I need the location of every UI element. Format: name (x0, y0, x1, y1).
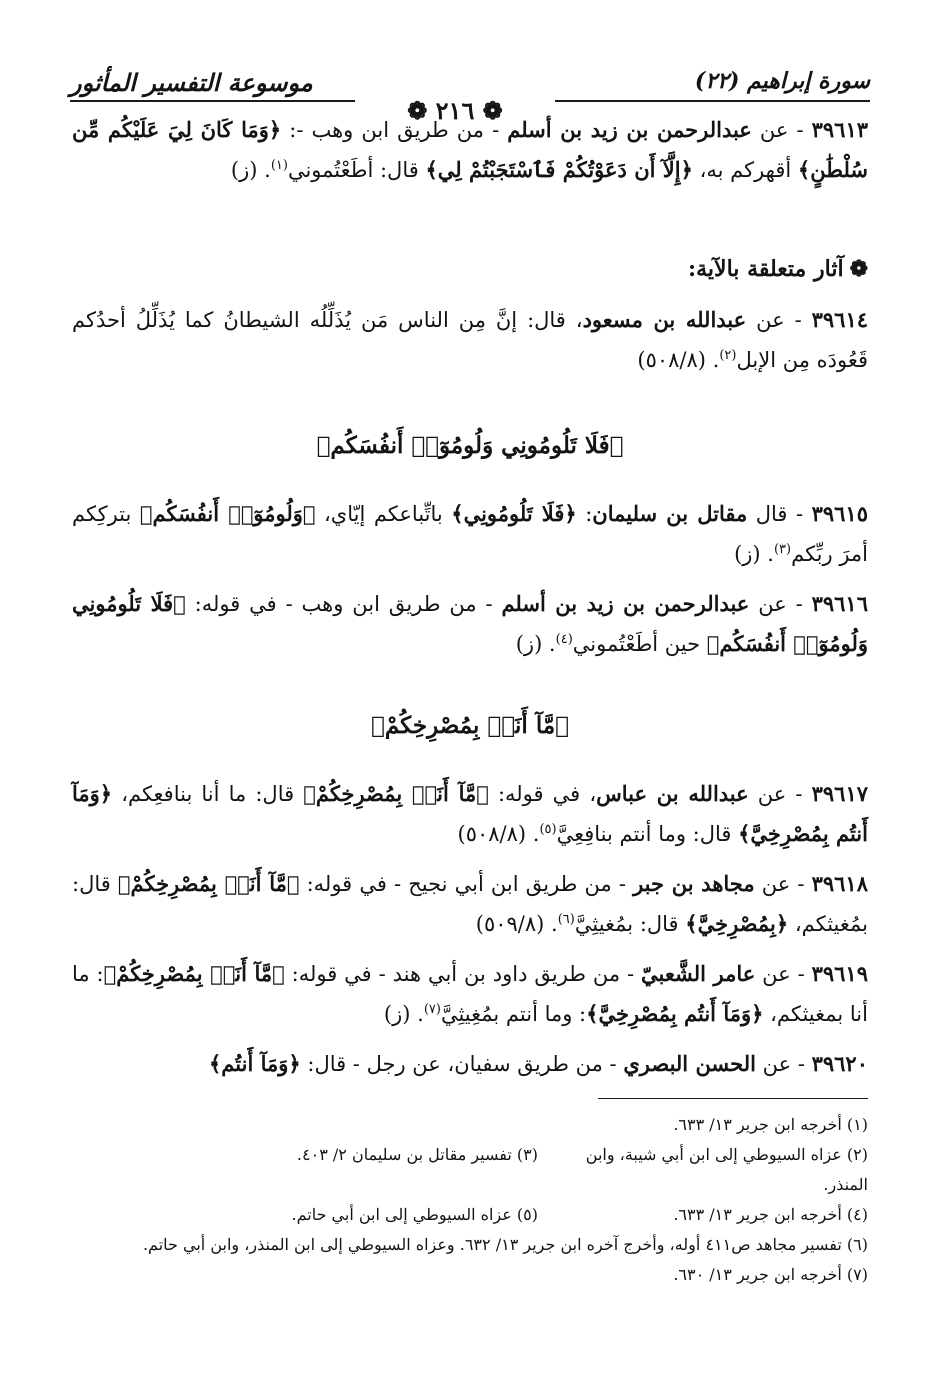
text: . (ز) (734, 542, 774, 566)
quran-quote: ﴿بِمُصْرِخِيَّ﴾ (685, 911, 789, 936)
text: - من طريق داود بن أبي هند - في قوله: (284, 962, 642, 986)
footnote-ref: (٢) (719, 348, 737, 363)
footnote-ref: (٥) (539, 822, 557, 837)
footnote-ref: (١) (270, 158, 288, 173)
footnote-7: (٧) أخرجه ابن جرير ١٣/ ٦٣٠. (673, 1265, 868, 1284)
narration-39617 (72, 774, 868, 854)
text: - عن (749, 592, 812, 616)
quran-quote: ﴿مَّآ أَنَا۠ بِمُصْرِخِكُمْ﴾ (103, 961, 285, 986)
narration-number: ٣٩٦١٤ (811, 307, 869, 332)
text: . (ز) (515, 632, 556, 656)
text: ، في قوله: (488, 782, 597, 806)
narration-39618 (72, 864, 868, 944)
narrator-name: عبدالرحمن بن زيد بن أسلم (507, 117, 752, 142)
text: قال: ما أنا بنافعِكم، (112, 782, 304, 806)
footnote-row (72, 1140, 868, 1200)
quran-quote: ﴿إِلَّآ أَن دَعَوْتُكُمْ فَٱسْتَجَبْتُمْ لِي﴾ (425, 157, 693, 182)
book-title: موسوعة التفسير المأثور (70, 68, 313, 97)
footnote-4: (٤) أخرجه ابن جرير ١٣/ ٦٣٣. (673, 1205, 868, 1224)
narrator-name: الحسن البصري (623, 1051, 756, 1076)
narrator-name: مقاتل بن سليمان (592, 501, 748, 526)
narration-39619 (72, 954, 868, 1034)
text: . (ز) (383, 1002, 424, 1026)
text: قال: بمُغيثِيَّ (574, 912, 686, 936)
narration-39613 (72, 110, 868, 190)
text: . (ز) (230, 158, 271, 182)
footnote-ref: (٤) (555, 632, 573, 647)
footnote-ref: (٣) (773, 542, 792, 557)
narrator-name: عامر الشَّعبيّ (641, 961, 756, 986)
text: قال: أطَعْتُموني (287, 158, 426, 182)
footnote-2: (٢) عزاه السيوطي إلى ابن أبي شيبة، وابن المنذر. (585, 1145, 868, 1194)
text: - من طريق ابن وهب - في قوله: (185, 592, 502, 616)
text: باتِّباعكم إيّاي، (315, 502, 452, 526)
quran-quote: ﴿مَّآ أَنَا۠ بِمُصْرِخِكُمْ﴾ (117, 871, 300, 896)
text: حين أطَعْتُموني (572, 632, 707, 656)
quran-quote: ﴿وَمَآ أَنتُم بِمُصْرِخِيَّ﴾ (72, 781, 868, 846)
quran-quote: ﴿وَمَآ أَنتُم﴾ (208, 1051, 301, 1076)
narration-number: ٣٩٦١٩ (811, 961, 868, 986)
text: - عن (755, 962, 812, 986)
narrator-name: مجاهد بن جبر (633, 871, 755, 896)
narration-39615 (72, 494, 868, 574)
text: ، قال: إنَّ مِن الناس مَن يُذَلِّلُه الشيطانُ كما يُذَلِّلُ أحدُكم قَعُودَه مِن الإبل (72, 308, 868, 372)
narration-number: ٣٩٦٢٠ (811, 1051, 868, 1076)
text: - من طريق ابن أبي نجيح - في قوله: (299, 872, 634, 896)
text: : ما أنا بمغيثكم، (72, 962, 868, 1026)
text: قال: بمُغيثكم، (72, 872, 868, 936)
quran-quote: ﴿وَمَآ أَنتُم بِمُصْرِخِيَّ﴾ (586, 1001, 764, 1026)
footnote-3: (٣) تفسير مقاتل بن سليمان ٢/ ٤٠٣. (296, 1145, 538, 1164)
text: أقهركم به، (692, 158, 798, 182)
text: . (٥٠٩/٨) (475, 912, 558, 936)
text: - عن (755, 1052, 812, 1076)
text: . (٥٠٨/٨) (457, 822, 540, 846)
footnote-6: (٦) تفسير مجاهد ص٤١١ أوله، وأخرج آخره ابن جرير ١٣/ ٦٣٢. وعزاه السيوطي إلى ابن المنذر، وابن أبي حاتم. (142, 1235, 868, 1254)
section-heading (72, 256, 868, 282)
narration-number: ٣٩٦١٥ (811, 501, 868, 526)
text: - عن (751, 118, 812, 142)
narrator-name: عبدالله بن مسعود (582, 307, 747, 332)
text: . (٥٠٨/٨) (637, 348, 720, 372)
narration-number: ٣٩٦١٣ (811, 117, 869, 142)
quran-quote: ﴿فَلَا تَلُومُونِي﴾ (451, 501, 577, 526)
text: - عن (754, 872, 812, 896)
flower-icon: ❁ (849, 256, 868, 282)
narration-number: ٣٩٦١٧ (811, 781, 869, 806)
quran-quote: ﴿مَّآ أَنَا۠ بِمُصْرِخِكُمْ﴾ (303, 781, 489, 806)
narration-39620 (72, 1044, 868, 1084)
footnote-ref: (٦) (557, 912, 575, 927)
quran-quote: ﴿فَلَا تَلُومُونِي وَلُومُوٓا۟ أَنفُسَكُم﴾ (72, 591, 868, 656)
text: - من طريق ابن وهب -: (281, 118, 508, 142)
narrator-name: عبدالله بن عباس (596, 781, 749, 806)
footnote-ref: (٧) (423, 1002, 441, 1017)
text: - قال (747, 502, 812, 526)
quran-quote: ﴿وَمَا كَانَ لِيَ عَلَيْكُم مِّن سُلْطَٰنٍ﴾ (72, 117, 868, 182)
text: - من طريق سفيان، عن رجل - قال: (300, 1052, 624, 1076)
page-number: ❁ ٢١٦ ❁ (355, 96, 555, 125)
ayah-heading: ﴿مَّآ أَنَا۠ بِمُصْرِخِكُمْ﴾ (371, 712, 569, 739)
surah-title: سورة إبراهيم (٢٢) (694, 68, 870, 94)
text: - عن (746, 308, 812, 332)
footnote-1: (١) أخرجه ابن جرير ١٣/ ٦٣٣. (673, 1115, 868, 1134)
narration-number: ٣٩٦١٦ (811, 591, 868, 616)
text: : وما أنتم بمُغِيثِيَّ (440, 1002, 587, 1026)
section-label: آثار متعلقة بالآية: (688, 256, 844, 282)
ayah-heading: ﴿فَلَا تَلُومُونِي وَلُومُوٓا۟ أَنفُسَكُم﴾ (316, 432, 624, 459)
narration-39614 (72, 300, 868, 380)
text: : (576, 502, 593, 526)
narration-number: ٣٩٦١٨ (811, 871, 868, 896)
text: بتركِكم أمرَ ربِّكم (72, 502, 868, 566)
footnote-row (72, 1200, 868, 1230)
footnote-rule (598, 1098, 868, 1099)
footnote-5: (٥) عزاه السيوطي إلى ابن أبي حاتم. (291, 1205, 538, 1224)
text: - عن (748, 782, 812, 806)
quran-quote: ﴿وَلُومُوٓا۟ أَنفُسَكُم﴾ (139, 501, 316, 526)
narration-39616 (72, 584, 868, 664)
text: قال: وما أنتم بنافِعِيَّ (556, 822, 739, 846)
narrator-name: عبدالرحمن بن زيد بن أسلم (501, 591, 750, 616)
footnotes (72, 1110, 868, 1290)
